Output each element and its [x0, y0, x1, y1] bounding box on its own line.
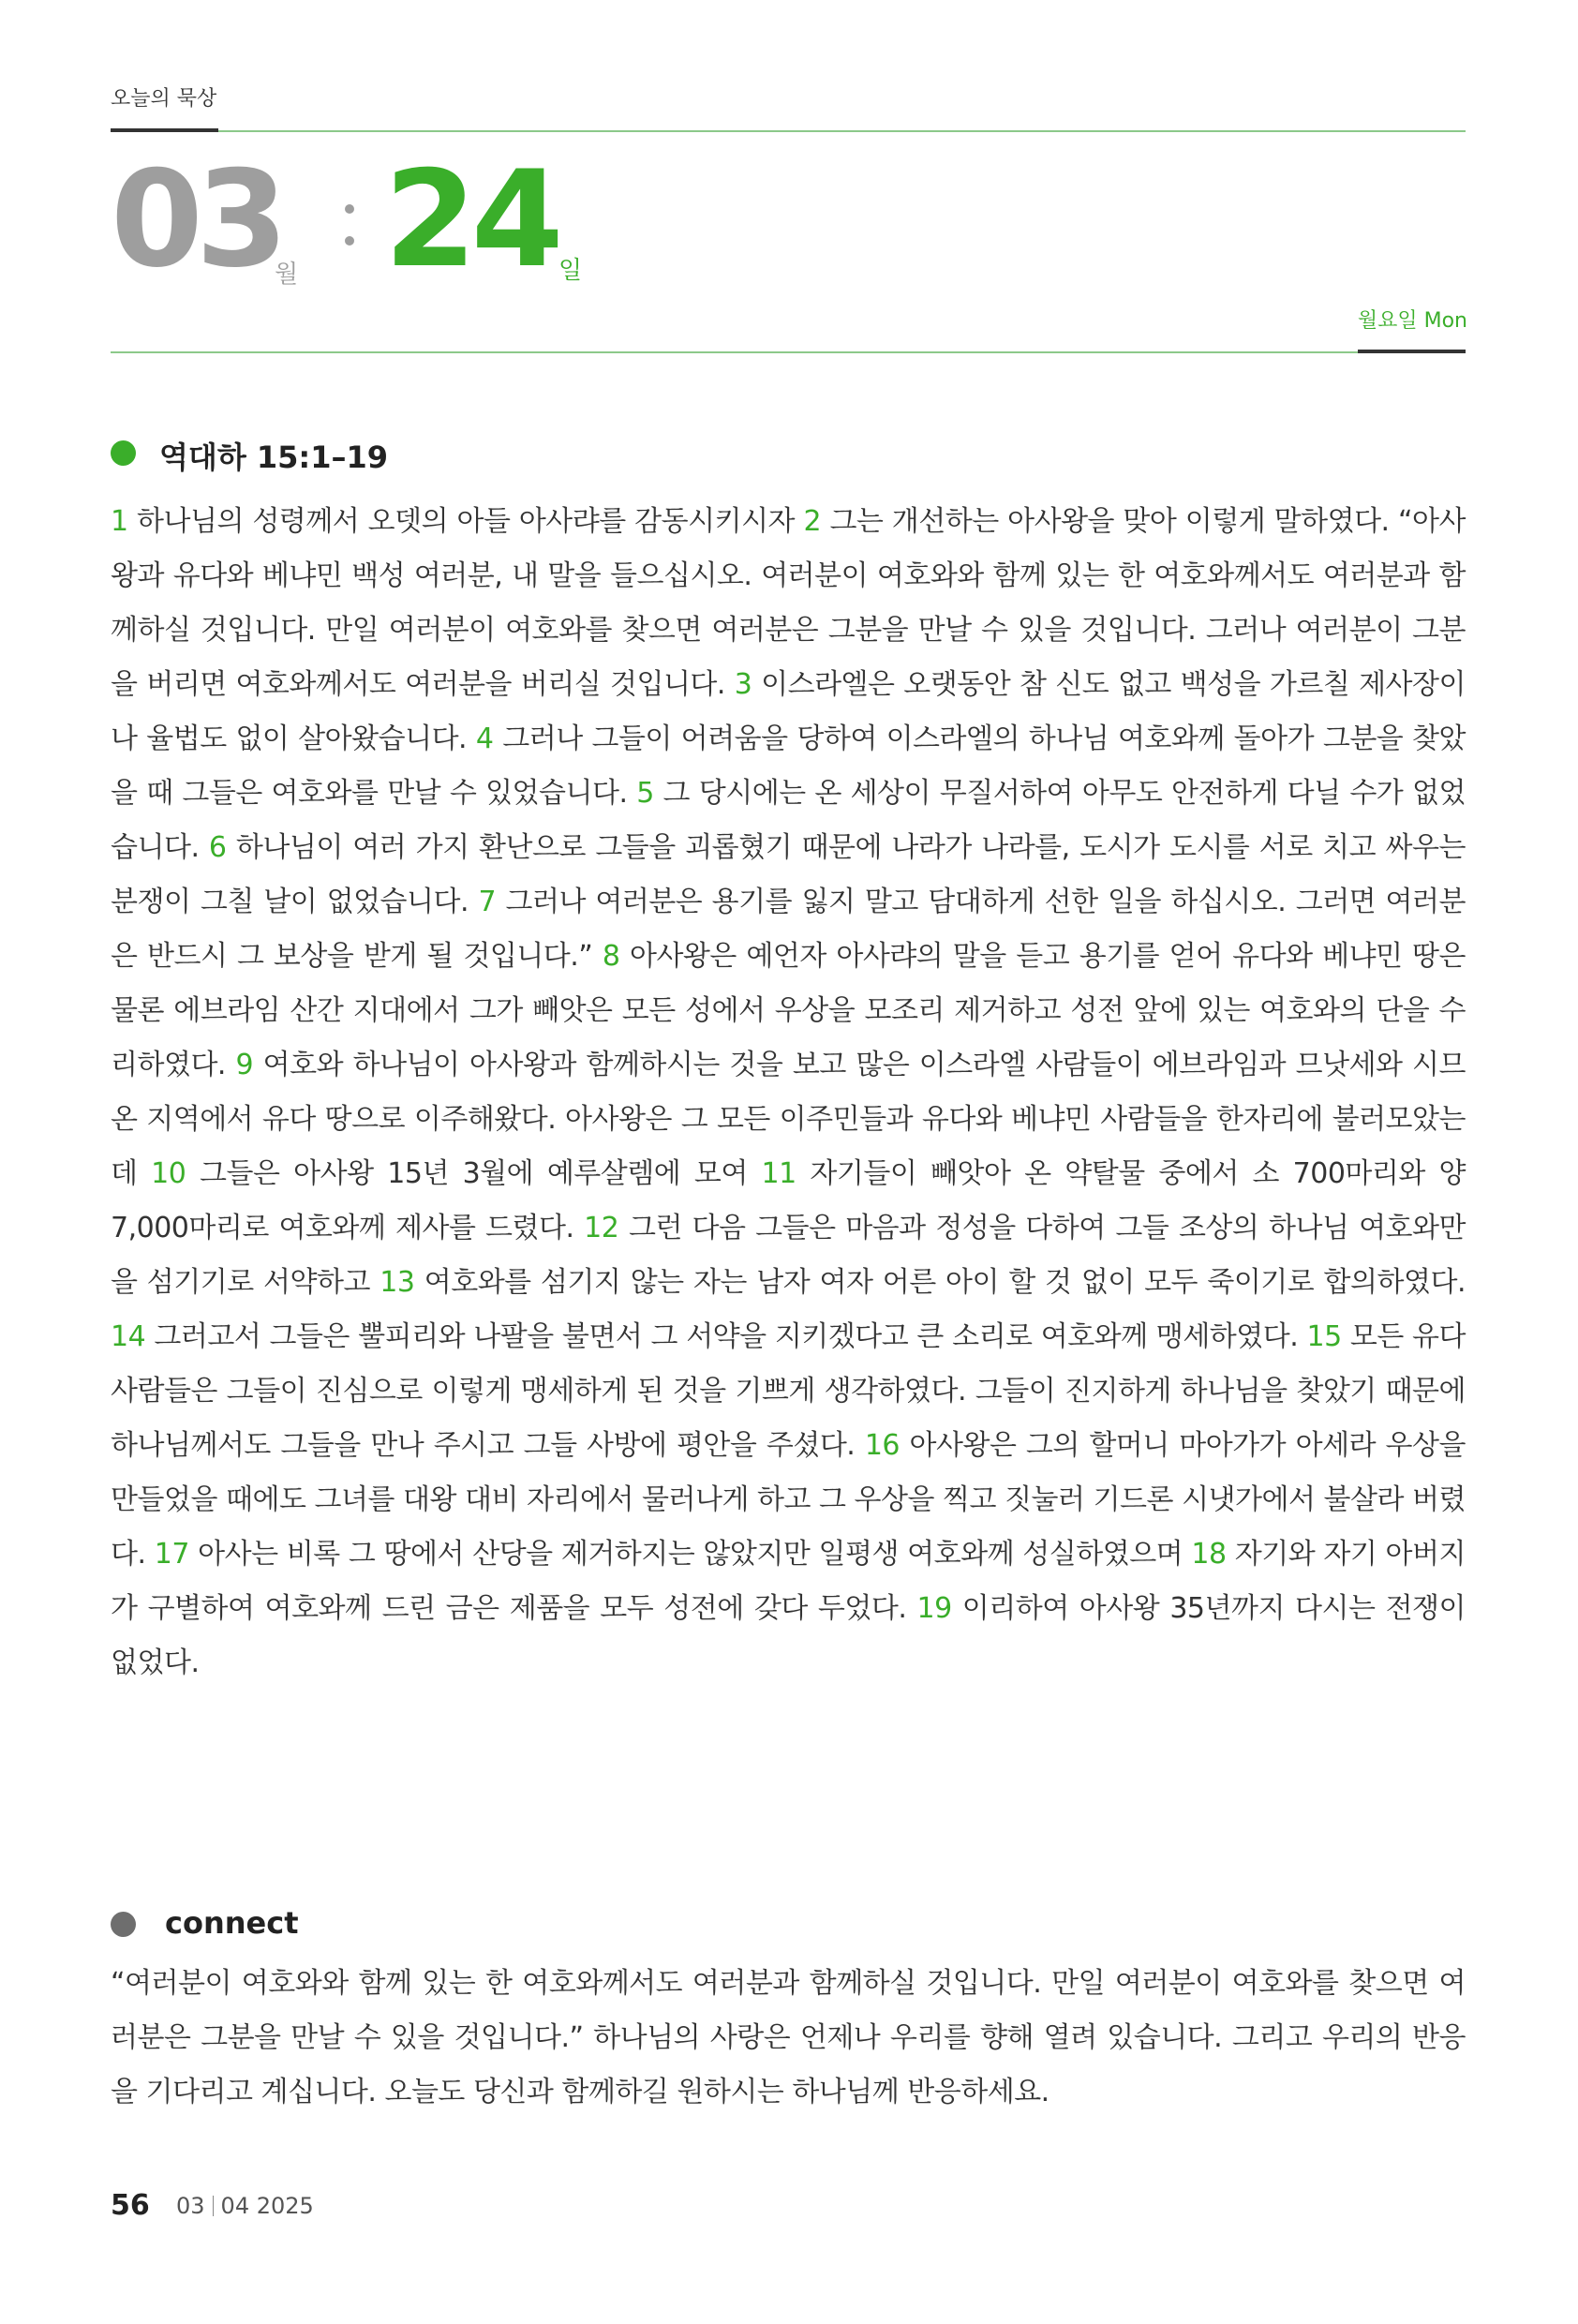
date-rule	[111, 351, 1358, 353]
issue-month: 03	[176, 2193, 205, 2219]
date-rule-thick	[1358, 350, 1466, 353]
verse-number: 8	[602, 940, 620, 973]
verse-text: 아사는 비록 그 땅에서 산당을 제거하지는 않았지만 일평생 여호와께 성실하였으며	[198, 1538, 1184, 1571]
gray-circle-bullet-icon	[111, 1912, 136, 1937]
verse-text: 모든 유다 사람들은 그들이 진심으로 이렇게 맹세하게 된 것을 기쁘게 생각하였다. 그들이 진지하게 하나님을 찾았기 때문에 하나님께서도 그들을 만나 주시고 그들 사방에 평안을 주셨다.	[111, 1320, 1466, 1462]
verse-number: 10	[151, 1157, 186, 1190]
verse-text: 그 당시에는 온 세상이 무질서하여 아무도 안전하게 다닐 수가 없었습니다.	[111, 777, 1466, 864]
verse-number: 9	[235, 1049, 254, 1081]
verse-number: 7	[478, 886, 497, 918]
verse-text: 하나님의 성령께서 오뎃의 아들 아사랴를 감동시키시자	[137, 505, 796, 538]
day-unit: 일	[558, 257, 583, 285]
issue-info	[176, 2193, 314, 2219]
verse-number: 11	[761, 1157, 796, 1190]
verse-text: 여호와 하나님이 아사왕과 함께하시는 것을 보고 많은 이스라엘 사람들이 에브라임과 므낫세와 시므온 지역에서 유다 땅으로 이주해왔다. 아사왕은 그 모든 이주민들과 유다와 베냐민 사람들을 한자리에 불러모았는데	[111, 1049, 1466, 1190]
verse-number: 3	[734, 668, 752, 701]
connect-heading: connect	[165, 1905, 299, 1941]
verse-number: 14	[111, 1320, 146, 1353]
verse-number: 19	[916, 1592, 952, 1625]
verse-number: 18	[1191, 1538, 1227, 1571]
scripture-passage	[111, 495, 1466, 1691]
verse-text: 아사왕은 그의 할머니 마아가가 아세라 우상을 만들었을 때에도 그녀를 대왕 대비 자리에서 물러나게 하고 그 우상을 찍고 짓눌러 기드론 시냇가에서 불살라 버렸다.	[111, 1429, 1466, 1571]
month-unit: 월	[275, 261, 299, 289]
connect-text: “여러분이 여호와와 함께 있는 한 여호와께서도 여러분과 함께하실 것입니다. 만일 여러분이 여호와를 찾으면 여러분은 그분을 만날 수 있을 것입니다.” 하나님의 사랑은 언제나 우리를 향해 열려 있습니다. 그리고 우리의 반응을 기다리고 계십니다. 오늘도 당신과 함께하길 원하시는 하나님께 반응하세요.	[111, 1967, 1466, 2108]
verse-text: 자기와 자기 아버지가 구별하여 여호와께 드린 금은 제품을 모두 성전에 갖다 두었다.	[111, 1538, 1466, 1625]
page-number: 56	[111, 2189, 150, 2222]
header-rule-thick	[111, 128, 218, 132]
verse-text: 여호와를 섬기지 않는 자는 남자 여자 어른 아이 할 것 없이 모두 죽이기로 합의하였다.	[424, 1266, 1466, 1299]
verse-number: 6	[208, 831, 227, 864]
verse-text: 이리하여 아사왕 35년까지 다시는 전쟁이 없었다.	[111, 1592, 1466, 1679]
verse-number: 16	[864, 1429, 901, 1462]
verse-text: 그러나 여러분은 용기를 잃지 말고 담대하게 선한 일을 하십시오. 그러면 여러분은 반드시 그 보상을 받게 될 것입니다.”	[111, 886, 1466, 973]
verse-number: 1	[111, 505, 128, 538]
verse-text: 그는 개선하는 아사왕을 맞아 이렇게 말하였다. “아사왕과 유다와 베냐민 백성 여러분, 내 말을 들으십시오. 여러분이 여호와와 함께 있는 한 여호와께서도 여러분과 함께하실 것입니다. 만일 여러분이 여호와를 찾으면 여러분은 그분을 만날 수 있을 것입니다. 그러나 여러분이 그분을 버리면 여호와께서도 여러분을 버리실 것입니다.	[111, 505, 1466, 701]
colon-dot-top	[345, 204, 354, 214]
verse-number: 2	[803, 505, 822, 538]
section-label: 오늘의 묵상	[111, 87, 217, 111]
verse-text: 그러고서 그들은 뿔피리와 나팔을 불면서 그 서약을 지키겠다고 큰 소리로 여호와께 맹세하였다.	[154, 1320, 1299, 1353]
header-rule	[218, 130, 1466, 132]
verse-number: 12	[584, 1212, 619, 1244]
verse-number: 17	[154, 1538, 189, 1571]
verse-text: 이스라엘은 오랫동안 참 신도 없고 백성을 가르칠 제사장이나 율법도 없이 살아왔습니다.	[111, 668, 1466, 755]
issue-year: 04 2025	[220, 2193, 314, 2219]
verse-number: 13	[380, 1266, 415, 1299]
weekday-label: 월요일 Mon	[1357, 309, 1467, 333]
verse-text: 그런 다음 그들은 마음과 정성을 다하여 그들 조상의 하나님 여호와만을 섬기기로 서약하고	[111, 1212, 1466, 1299]
passage-reference: 역대하 15:1–19	[159, 439, 389, 475]
verse-number: 4	[475, 723, 494, 755]
verse-number: 15	[1306, 1320, 1342, 1353]
month-number: 03	[111, 142, 281, 297]
verse-text: 아사왕은 예언자 아사랴의 말을 듣고 용기를 얻어 유다와 베냐민 땅은 물론 에브라임 산간 지대에서 그가 빼앗은 모든 성에서 우상을 모조리 제거하고 성전 앞에 있는 여호와의 단을 수리하였다.	[111, 940, 1466, 1081]
verse-text: 자기들이 빼앗아 온 약탈물 중에서 소 700마리와 양 7,000마리로 여호와께 제사를 드렸다.	[111, 1157, 1466, 1244]
green-circle-bullet-icon	[111, 440, 136, 466]
verse-number: 5	[636, 777, 654, 810]
day-number: 24	[384, 142, 558, 297]
verse-text: 하나님이 여러 가지 환난으로 그들을 괴롭혔기 때문에 나라가 나라를, 도시가 도시를 서로 치고 싸우는 분쟁이 그칠 날이 없었습니다.	[111, 831, 1466, 918]
verse-text: 그들은 아사왕 15년 3월에 예루살렘에 모여	[200, 1157, 748, 1190]
issue-divider	[213, 2196, 214, 2216]
verse-text: 그러나 그들이 어려움을 당하여 이스라엘의 하나님 여호와께 돌아가 그분을 찾았을 때 그들은 여호와를 만날 수 있었습니다.	[111, 723, 1466, 810]
colon-dot-bottom	[345, 236, 354, 246]
